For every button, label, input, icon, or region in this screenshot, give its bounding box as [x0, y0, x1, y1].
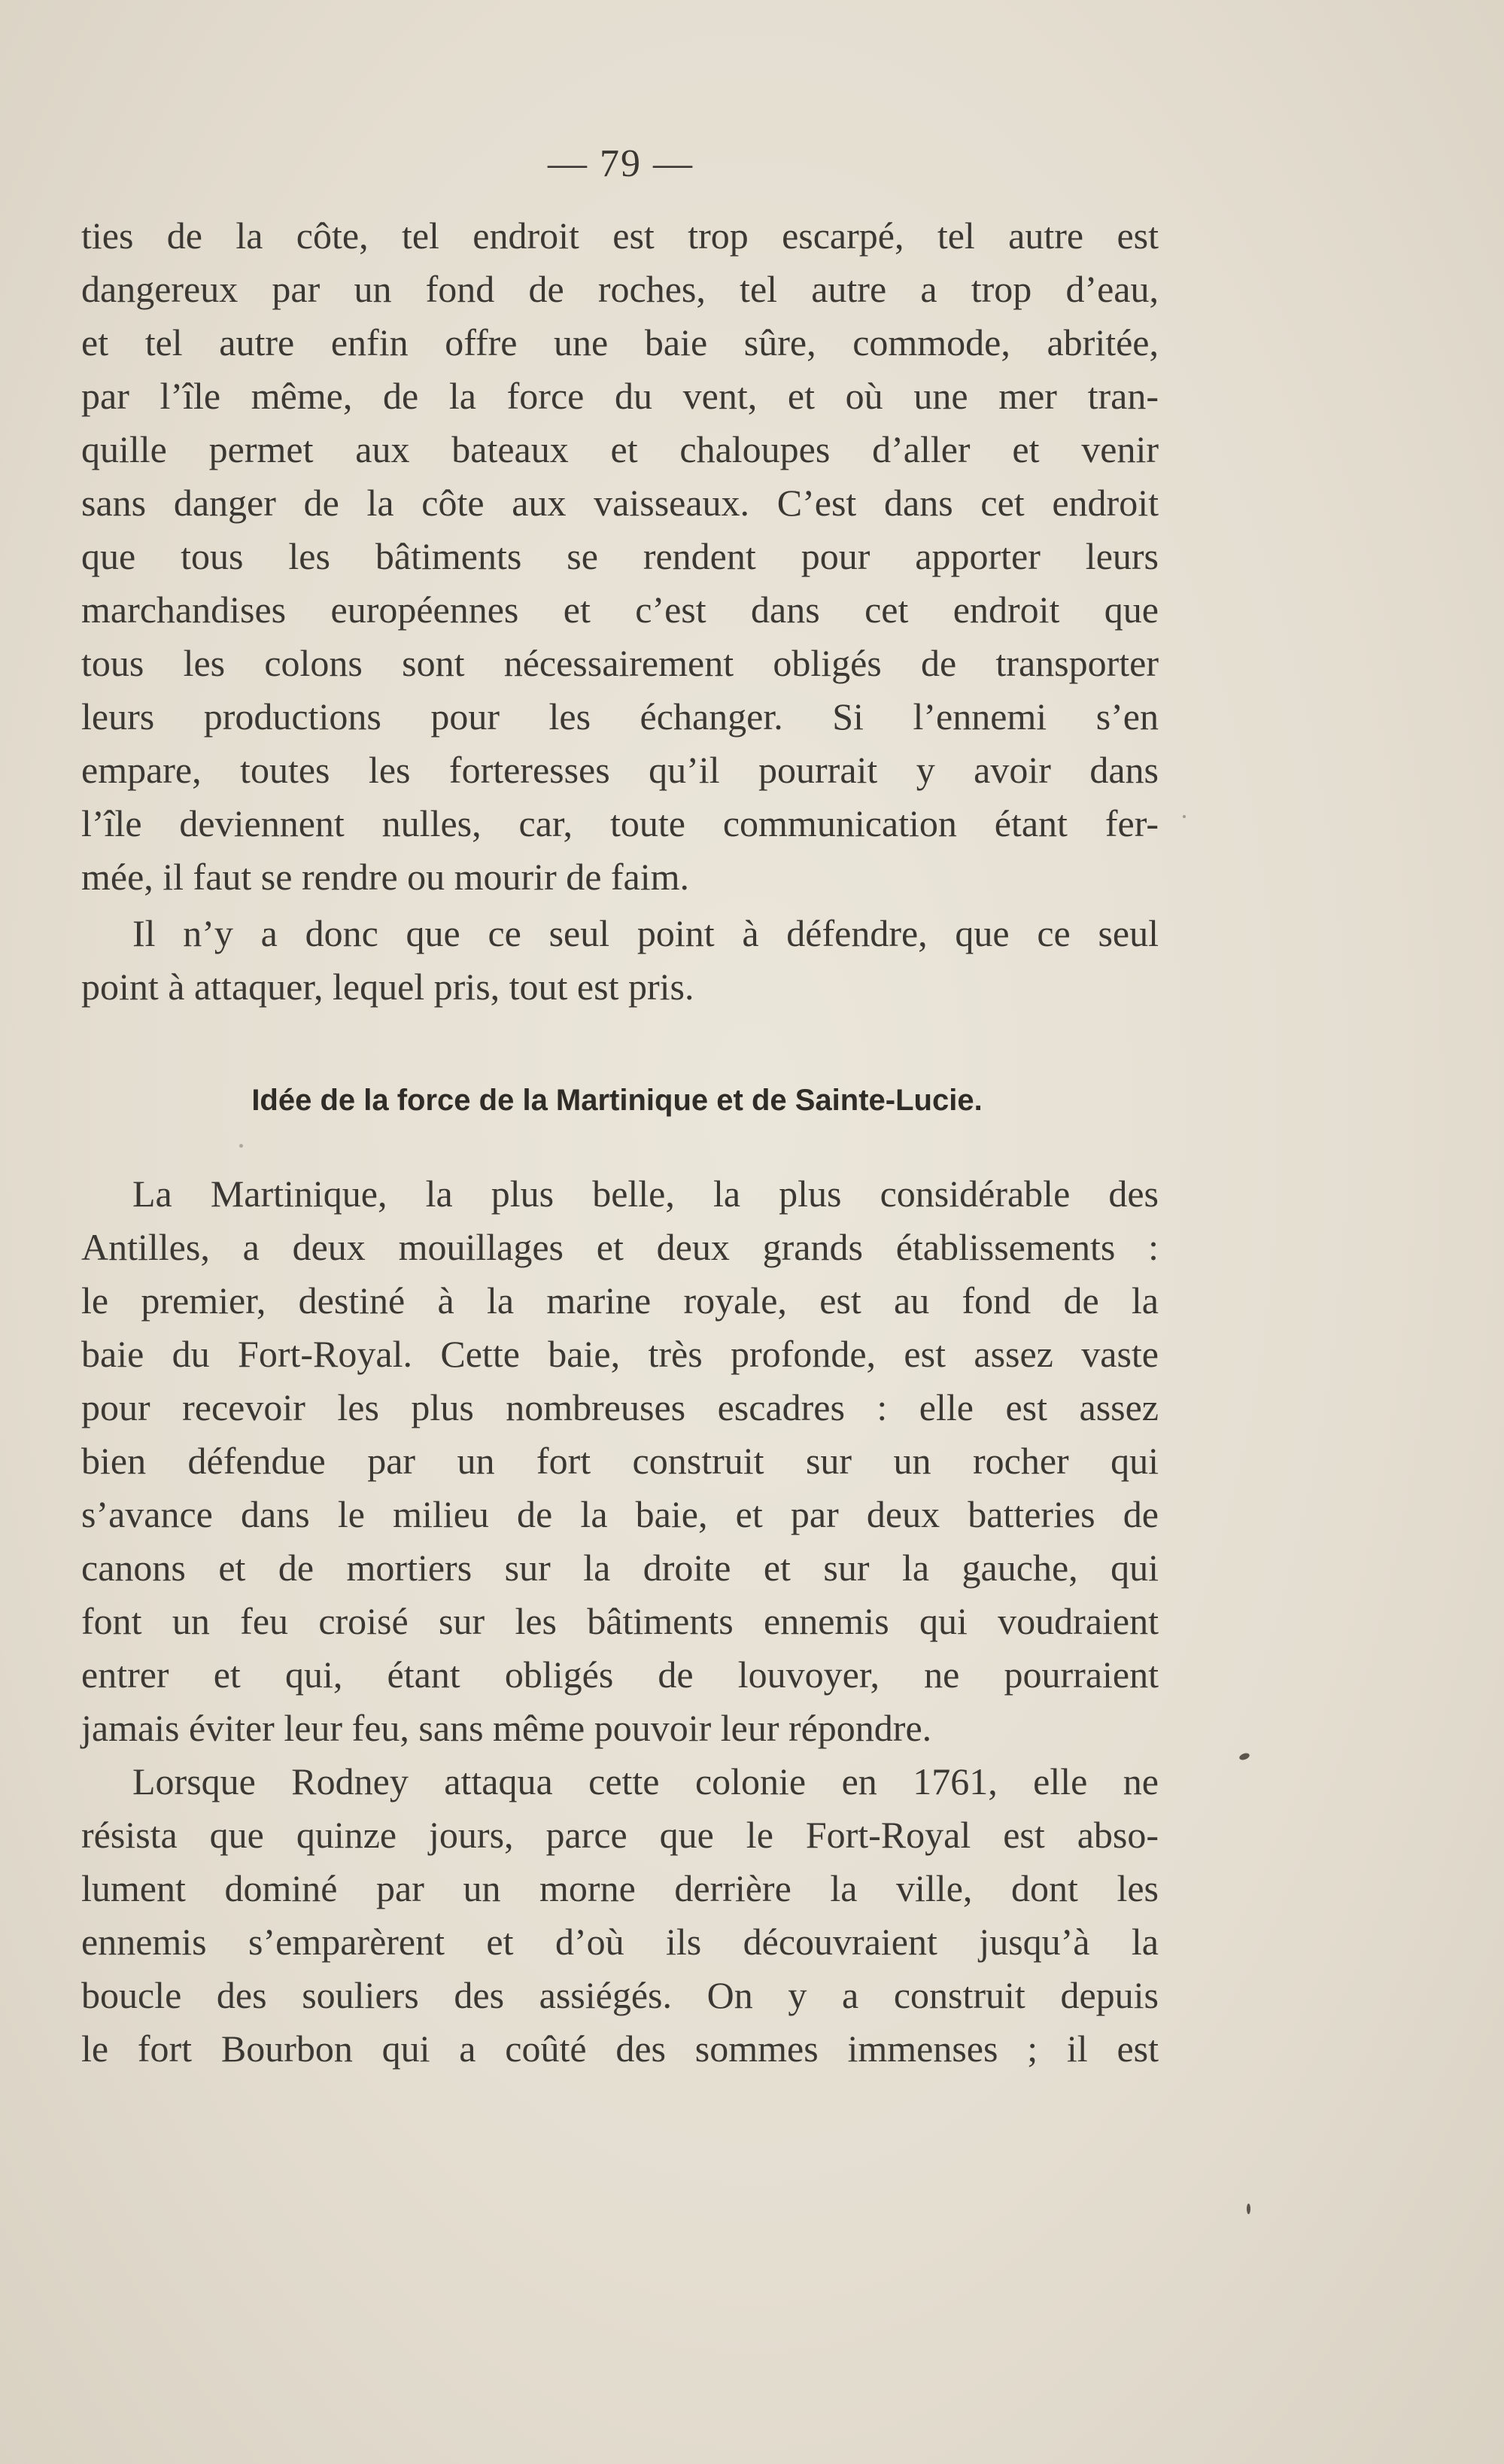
text-line: ennemis s’emparèrent et d’où ils découvraient jusqu’à la: [81, 1921, 1159, 1963]
section-heading: Idée de la force de la Martinique et de Sainte-Lucie.: [251, 1084, 983, 1117]
text-line: sans danger de la côte aux vaisseaux. C’est dans cet endroit: [81, 482, 1159, 524]
text-line: La Martinique, la plus belle, la plus considérable des: [132, 1173, 1159, 1215]
text-line: s’avance dans le milieu de la baie, et par deux batteries de: [81, 1493, 1159, 1535]
text-line: Antilles, a deux mouillages et deux grands établissements :: [81, 1226, 1159, 1268]
text-line: marchandises européennes et c’est dans cet endroit que: [81, 589, 1159, 631]
text-line: le premier, destiné à la marine royale, est au fond de la: [81, 1279, 1159, 1322]
text-line: et tel autre enfin offre une baie sûre, commode, abritée,: [81, 321, 1159, 364]
text-line: dangereux par un fond de roches, tel autre a trop d’eau,: [81, 268, 1159, 310]
paper-speck: [239, 1144, 243, 1148]
text-line: leurs productions pour les échanger. Si l’ennemi s’en: [81, 695, 1159, 738]
text-line: Il n’y a donc que ce seul point à défendre, que ce seul: [132, 912, 1159, 954]
text-line: font un feu croisé sur les bâtiments ennemis qui voudraient: [81, 1600, 1159, 1642]
paragraph-2: [81, 907, 1159, 1014]
paper-speck: [1238, 1752, 1250, 1761]
text-line: l’île deviennent nulles, car, toute communication étant fer-: [81, 802, 1159, 844]
paper-speck: [1247, 2204, 1250, 2214]
text-line: canons et de mortiers sur la droite et sur la gauche, qui: [81, 1547, 1159, 1589]
text-line: quille permet aux bateaux et chaloupes d’aller et venir: [81, 428, 1159, 470]
text-line: boucle des souliers des assiégés. On y a construit depuis: [81, 1974, 1159, 2016]
text-line: le fort Bourbon qui a coûté des sommes immenses ; il est: [81, 2027, 1159, 2070]
text-line: lument dominé par un morne derrière la ville, dont les: [81, 1867, 1159, 1909]
text-line: que tous les bâtiments se rendent pour apporter leurs: [81, 535, 1159, 577]
text-line: résista que quinze jours, parce que le Fort-Royal est abso-: [81, 1814, 1159, 1856]
text-line: entrer et qui, étant obligés de louvoyer, ne pourraient: [81, 1653, 1159, 1696]
paragraph-3: [81, 1167, 1159, 2076]
text-line: bien défendue par un fort construit sur un rocher qui: [81, 1440, 1159, 1482]
text-line: mée, il faut se rendre ou mourir de faim.: [81, 856, 690, 898]
text-line: ties de la côte, tel endroit est trop escarpé, tel autre est: [81, 214, 1159, 257]
text-line: empare, toutes les forteresses qu’il pourrait y avoir dans: [81, 749, 1159, 791]
text-line: pour recevoir les plus nombreuses escadres : elle est assez: [81, 1386, 1159, 1428]
text-line: tous les colons sont nécessairement obligés de transporter: [81, 642, 1159, 684]
text-line: baie du Fort-Royal. Cette baie, très profonde, est assez vaste: [81, 1333, 1159, 1375]
text-line: Lorsque Rodney attaqua cette colonie en 1761, elle ne: [132, 1760, 1159, 1802]
paragraph-1: [81, 209, 1159, 904]
paper-speck: [1183, 815, 1186, 818]
text-line: par l’île même, de la force du vent, et où une mer tran-: [81, 375, 1159, 417]
page-number: — 79 —: [548, 142, 694, 185]
text-line: jamais éviter leur feu, sans même pouvoir leur répondre.: [81, 1707, 932, 1749]
text-line: point à attaquer, lequel pris, tout est pris.: [81, 966, 694, 1008]
